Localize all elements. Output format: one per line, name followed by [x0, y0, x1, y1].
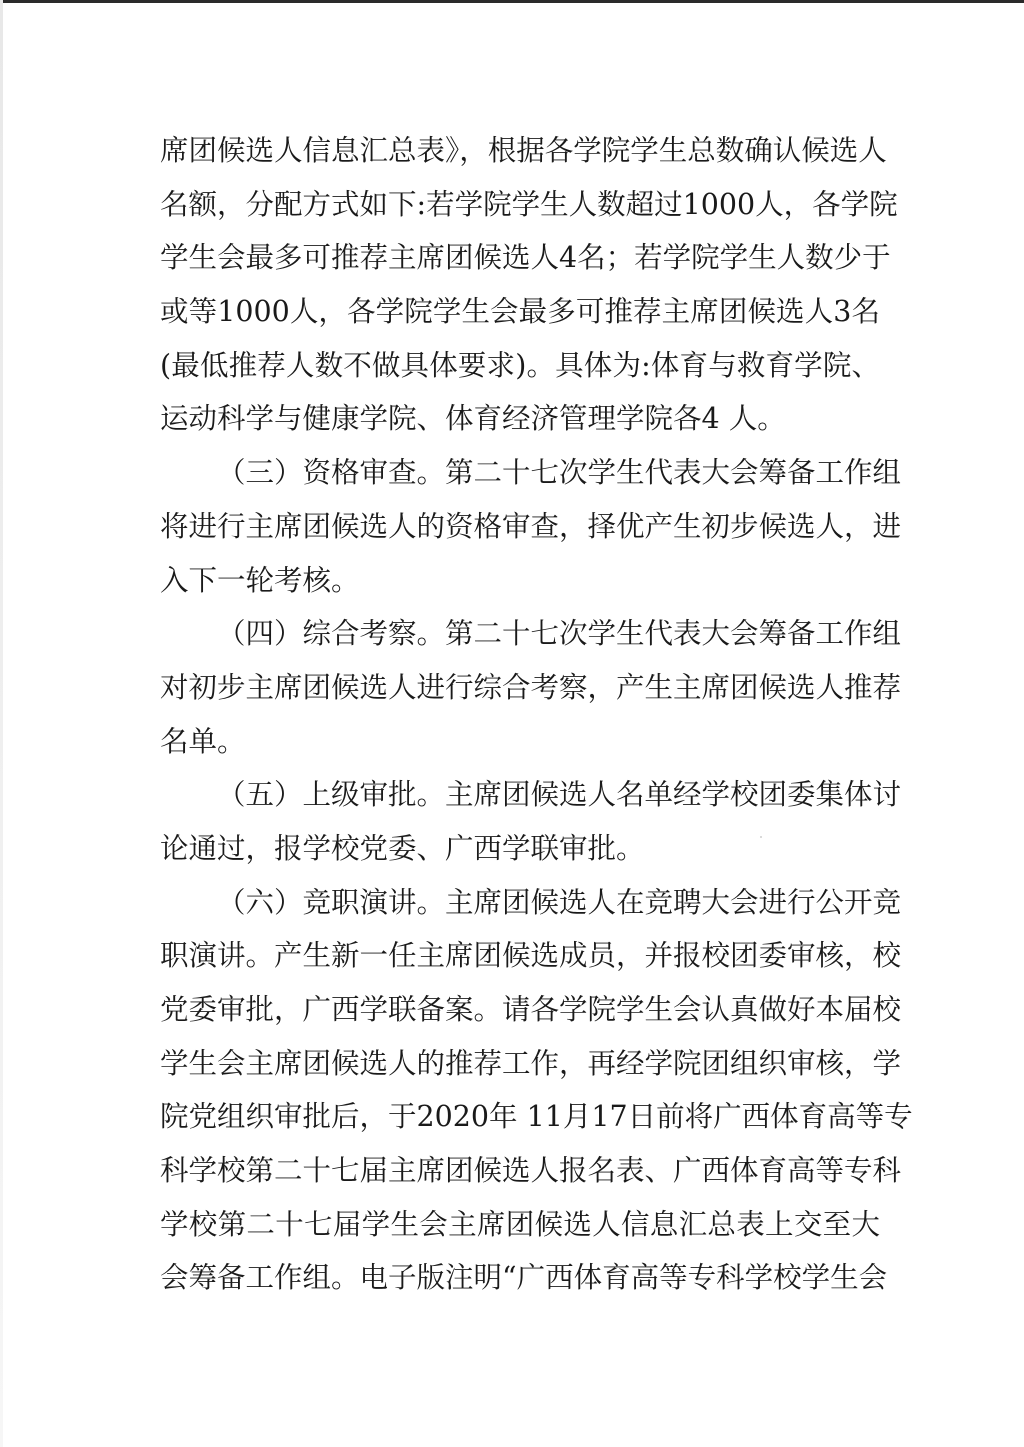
- section-heading-line: （四）综合考察。第二十七次学生代表大会筹备工作组: [217, 617, 902, 651]
- paragraph-line: 院党组织审批后，于2020年 11月17日前将广西体育高等专: [160, 1100, 913, 1134]
- paragraph-line: 党委审批，广西学联备案。请各学院学生会认真做好本届校: [160, 993, 902, 1026]
- paragraph-line: 名单。: [160, 724, 246, 758]
- section-heading-line: （六）竞职演讲。主席团候选人在竞聘大会进行公开竞: [217, 885, 902, 919]
- paragraph-line: (最低推荐人数不做具体要求)。具体为:体育与救育学院、: [160, 348, 880, 382]
- paragraph-line: 学生会主席团候选人的推荐工作，再经学院团组织审核，学: [160, 1046, 902, 1080]
- paragraph-line: 会筹备工作组。电子版注明“广西体育高等专科学校学生会: [160, 1261, 888, 1295]
- paragraph-line: 入下一轮考核。: [160, 563, 360, 597]
- paragraph-line: 论通过，报学校党委、广西学联审批。: [160, 831, 645, 865]
- paragraph-line: 或等1000人，各学院学生会最多可推荐主席团候选人3名: [160, 295, 880, 329]
- scan-top-border: [0, 0, 1024, 3]
- paragraph-line: 对初步主席团候选人进行综合考察，产生主席团候选人推荐: [160, 670, 902, 704]
- paragraph-line: 科学校第二十七届主席团候选人报名表、广西体育高等专科: [160, 1154, 902, 1188]
- paragraph-line: 将进行主席团候选人的资格审查，择优产生初步候选人，进: [160, 509, 902, 543]
- section-heading-line: （五）上级审批。主席团候选人名单经学校团委集体讨: [217, 778, 902, 812]
- scan-speck: [760, 836, 762, 838]
- paragraph-line: 职演讲。产生新一任主席团候选成员，并报校团委审核，校: [160, 939, 902, 973]
- document-body: [160, 124, 913, 1305]
- section-heading-line: （三）资格审查。第二十七次学生代表大会筹备工作组: [217, 456, 902, 490]
- paragraph-line: 运动科学与健康学院、体育经济管理学院各4 人。: [160, 402, 786, 436]
- paragraph-line: 名额，分配方式如下:若学院学生人数超过1000人，各学院: [160, 187, 898, 221]
- paragraph-line: 学校第二十七届学生会主席团候选人信息汇总表上交至大: [160, 1207, 880, 1241]
- paragraph-line: 学生会最多可推荐主席团候选人4名；若学院学生人数少于: [160, 241, 891, 275]
- paragraph-line: 席团候选人信息汇总表》，根据各学院学生总数确认候选人: [160, 134, 887, 167]
- scan-left-edge: [0, 0, 3, 1447]
